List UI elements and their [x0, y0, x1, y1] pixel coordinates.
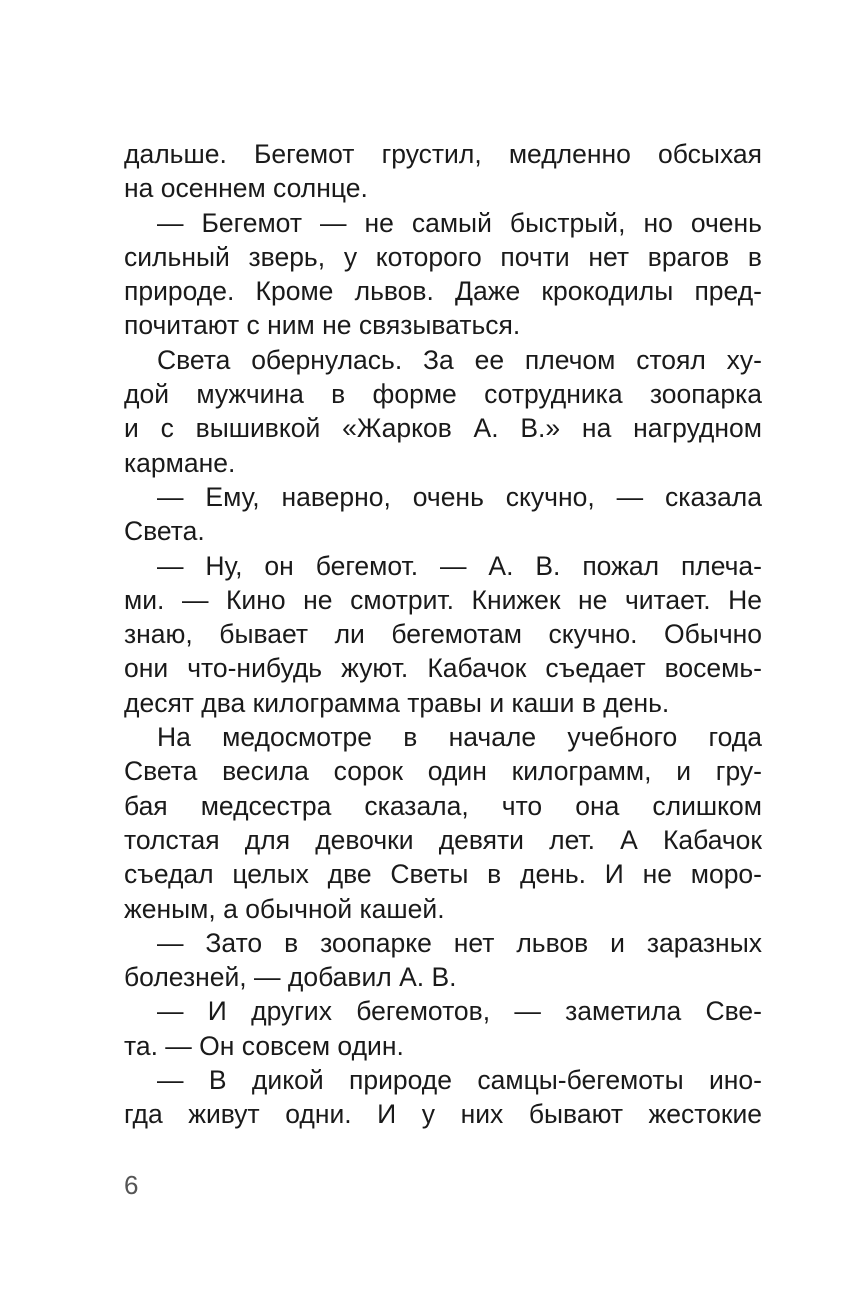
text-line: десят два килограмма травы и каши в день.: [124, 687, 670, 718]
text-line: — И других бегемотов, — заметила Све-: [157, 996, 762, 1027]
text-line: ми. — Кино не смотрит. Книжек не читает. Не: [124, 584, 762, 615]
text-line: женым, а обычной кашей.: [124, 893, 445, 924]
text-line: и с вышивкой «Жарков А. В.» на нагрудном: [124, 413, 762, 444]
text-line: Света обернулась. За ее плечом стоял ху-: [157, 344, 762, 375]
text-line: та. — Он совсем один.: [124, 1030, 404, 1061]
text-line: — В дикой природе самцы-бегемоты ино-: [157, 1065, 762, 1096]
text-line: они что-нибудь жуют. Кабачок съедает восемь-: [124, 653, 762, 684]
text-line: Света весила сорок один килограмм, и гру-: [124, 756, 762, 787]
text-line: толстая для девочки девяти лет. А Кабачок: [124, 824, 762, 855]
text-line: — Ну, он бегемот. — А. В. пожал плеча-: [157, 550, 762, 581]
text-line: бая медсестра сказала, что она слишком: [124, 790, 762, 821]
text-line: сильный зверь, у которого почти нет врагов в: [124, 241, 762, 272]
text-line: болезней, — добавил А. В.: [124, 962, 457, 993]
page-number: 6: [124, 1170, 139, 1200]
text-line: На медосмотре в начале учебного года: [157, 722, 762, 753]
text-line: природе. Кроме львов. Даже крокодилы пред-: [124, 276, 762, 307]
text-line: гда живут одни. И у них бывают жестокие: [124, 1099, 762, 1130]
text-line: Света.: [124, 516, 205, 547]
text-line: — Бегемот — не самый быстрый, но очень: [157, 207, 762, 238]
text-line: съедал целых две Светы в день. И не моро-: [124, 859, 762, 890]
text-line: дой мужчина в форме сотрудника зоопарка: [124, 379, 762, 410]
text-line: кармане.: [124, 447, 236, 478]
text-line: на осеннем солнце.: [124, 173, 368, 204]
body-text: [124, 137, 762, 1132]
text-line: знаю, бывает ли бегемотам скучно. Обычно: [124, 619, 762, 650]
text-line: — Ему, наверно, очень скучно, — сказала: [157, 481, 762, 512]
text-line: — Зато в зоопарке нет львов и заразных: [157, 927, 762, 958]
text-line: дальше. Бегемот грустил, медленно обсыхая: [124, 139, 762, 169]
text-line: почитают с ним не связываться.: [124, 310, 521, 341]
